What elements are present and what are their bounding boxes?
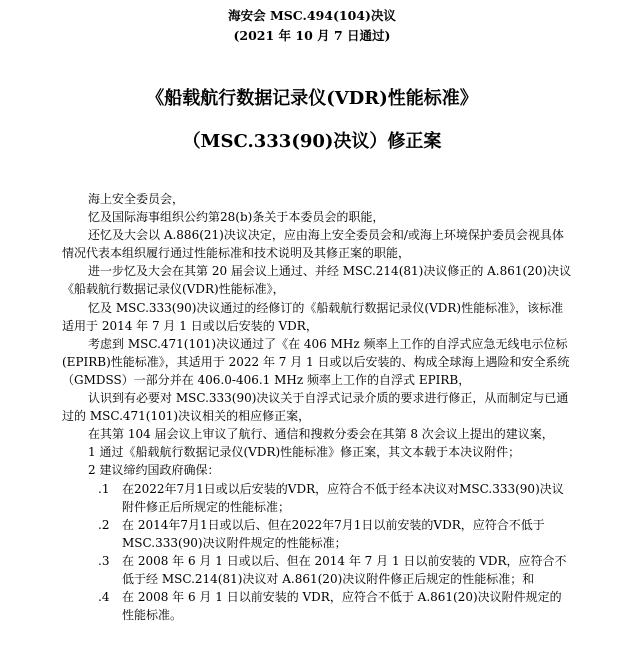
- preamble-paragraph: 忆及 MSC.333(90)决议通过的经修订的《船载航行数据记录仪(VDR)性能标准》，该标准适用于 2014 年 7 月 1 日或以后安装的 VDR，: [62, 300, 564, 333]
- sub-item-number: .2: [98, 517, 110, 532]
- preamble-paragraph: 考虑到 MSC.471(101)决议通过了《在 406 MHz 频率上工作的自浮式应急无线电示位标(EPIRB)性能标准》，其适用于 2022 年 7 月 1 日或以后安装的、构成全球海上遇险和安全系统（GMDSS）一部分并在 406.0-406.1 MHz 频率上工作的自浮式 EPIRB，: [62, 336, 570, 387]
- adoption-date: (2021 年 10 月 7 日通过): [233, 28, 391, 43]
- sub-item-text: 在 2008 年 6 月 1 日以前安装的 VDR，应符合不低于 A.861(20)决议附件规定的性能标准。: [122, 590, 562, 623]
- item-number: 1: [88, 445, 96, 460]
- document-body: [62, 190, 572, 624]
- sub-item-text: 在 2014年7月1日或以后、但在2022年7月1日以前安装的VDR，应符合不低于MSC.333(90)决议附件规定的性能标准；: [122, 517, 545, 550]
- sub-item: [62, 552, 572, 588]
- item-text: 通过《船载航行数据记录仪(VDR)性能标准》修正案，其文本载于本决议附件；: [99, 445, 521, 460]
- sub-item: [62, 516, 572, 552]
- sub-item-number: .1: [98, 481, 110, 496]
- operative-item-1: [62, 443, 572, 461]
- document-title: 《船载航行数据记录仪(VDR)性能标准》: [146, 88, 478, 109]
- preamble-paragraph: 还忆及大会以 A.886(21)决议决定，应由海上安全委员会和/或海上环境保护委员会视具体情况代表本组织履行通过性能标准和技术说明及其修正案的职能，: [62, 228, 564, 261]
- preamble-paragraph: 认识到有必要对 MSC.333(90)决议关于自浮式记录介质的要求进行修正，从而制定与已通过的 MSC.471(101)决议相关的相应修正案，: [62, 391, 569, 424]
- resolution-number: 海安会 MSC.494(104)决议: [228, 8, 396, 23]
- preamble-paragraph: 海上安全委员会，: [88, 192, 185, 206]
- preamble-paragraph: 忆及国际海事组织公约第28(b)条关于本委员会的职能，: [88, 210, 385, 225]
- sub-item-text: 在 2008 年 6 月 1 日或以后、但在 2014 年 7 月 1 日以前安装的 VDR，应符合不低于经 MSC.214(81)决议对 A.861(20)决议附件修正后规定的性能标准；和: [122, 553, 567, 586]
- item-number: 2: [88, 463, 96, 478]
- preamble-paragraph: 进一步忆及大会在其第 20 届会议上通过、并经 MSC.214(81)决议修正的 A.861(20)决议《船载航行数据记录仪(VDR)性能标准》，: [62, 264, 572, 297]
- operative-item-2: [62, 461, 572, 479]
- sub-item-number: .3: [98, 553, 110, 568]
- item-text: 建议缔约国政府确保：: [99, 463, 220, 478]
- preamble-paragraph: 在其第 104 届会议上审议了航行、通信和搜救分委会在其第 8 次会议上提出的建议案，: [88, 427, 554, 442]
- sub-item-number: .4: [98, 590, 110, 605]
- sub-item: [62, 480, 572, 516]
- sub-item: [62, 588, 572, 624]
- document-subtitle: （MSC.333(90)决议）修正案: [182, 131, 442, 152]
- sub-item-text: 在2022年7月1日或以后安装的VDR，应符合不低于经本决议对MSC.333(90)决议附件修正后所规定的性能标准；: [122, 481, 564, 514]
